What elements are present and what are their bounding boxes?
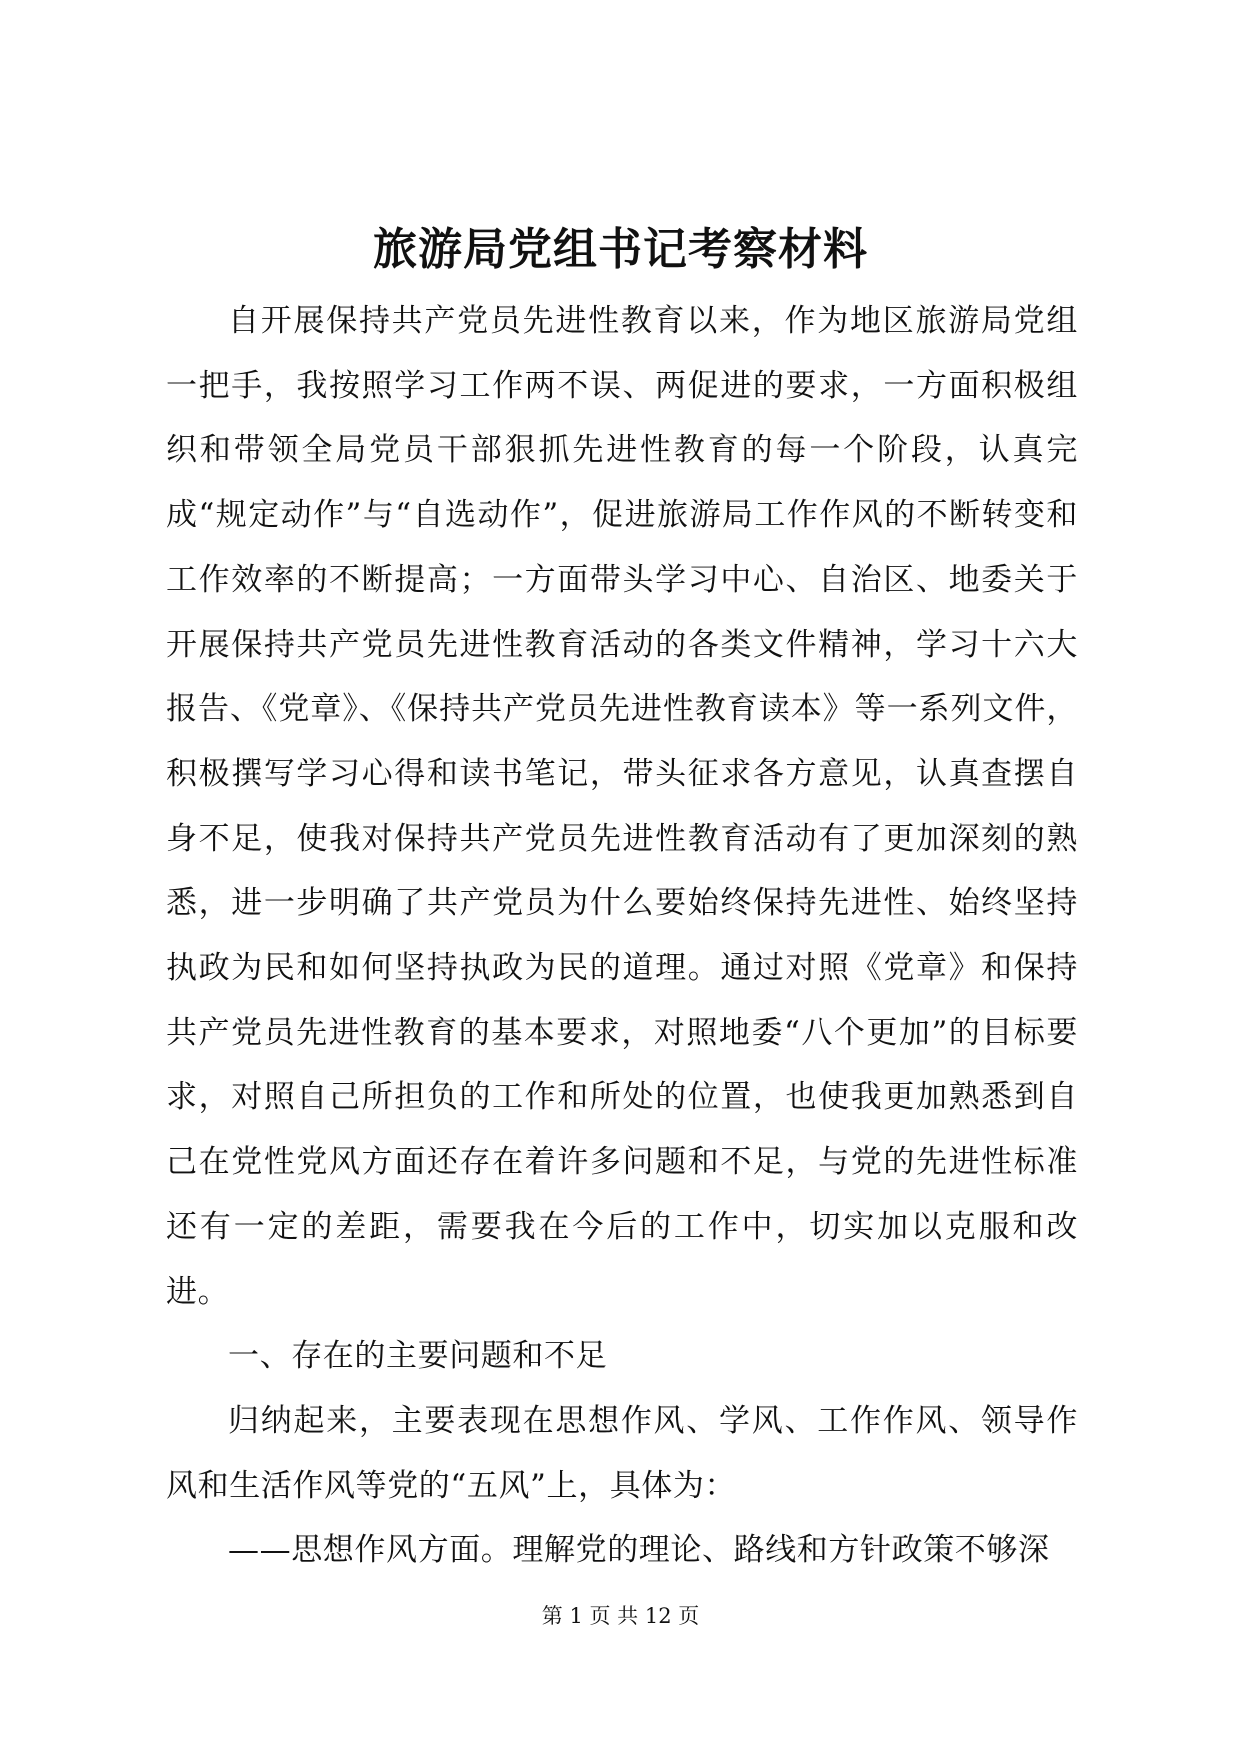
document-body <box>166 289 1078 1583</box>
document-title: 旅游局党组书记考察材料 <box>373 224 868 275</box>
paragraph-thinking-style: ——思想作风方面。理解党的理论、路线和方针政策不够深 <box>228 1532 1050 1569</box>
section-heading: 一、存在的主要问题和不足 <box>228 1338 608 1375</box>
paragraph-intro: 自开展保持共产党员先进性教育以来，作为地区旅游局党组一把手，我按照学习工作两不误、两促进的要求，一方面积极组织和带领全局党员干部狠抓先进性教育的每一个阶段，认真完成“规定动作”与“自选动作”，促进旅游局工作作风的不断转变和工作效率的不断提高；一方面带头学习中心、自治区、地委关于开展保持共产党员先进性教育活动的各类文件精神，学习十六大报告、《党章》、《保持共产党员先进性教育读本》等一系列文件，积极撰写学习心得和读书笔记，带头征求各方意见，认真查摆自身不足，使我对保持共产党员先进性教育活动有了更加深刻的熟悉，进一步明确了共产党员为什么要始终保持先进性、始终坚持执政为民和如何坚持执政为民的道理。通过对照《党章》和保持共产党员先进性教育的基本要求，对照地委“八个更加”的目标要求，对照自己所担负的工作和所处的位置，也使我更加熟悉到自己在党性党风方面还存在着许多问题和不足，与党的先进性标准还有一定的差距，需要我在今后的工作中，切实加以克服和改进。 <box>166 303 1078 1310</box>
page-number-footer: 第 1 页 共 12 页 <box>541 1604 700 1628</box>
paragraph-summary: 归纳起来，主要表现在思想作风、学风、工作作风、领导作风和生活作风等党的“五风”上，具体为： <box>166 1402 1078 1504</box>
